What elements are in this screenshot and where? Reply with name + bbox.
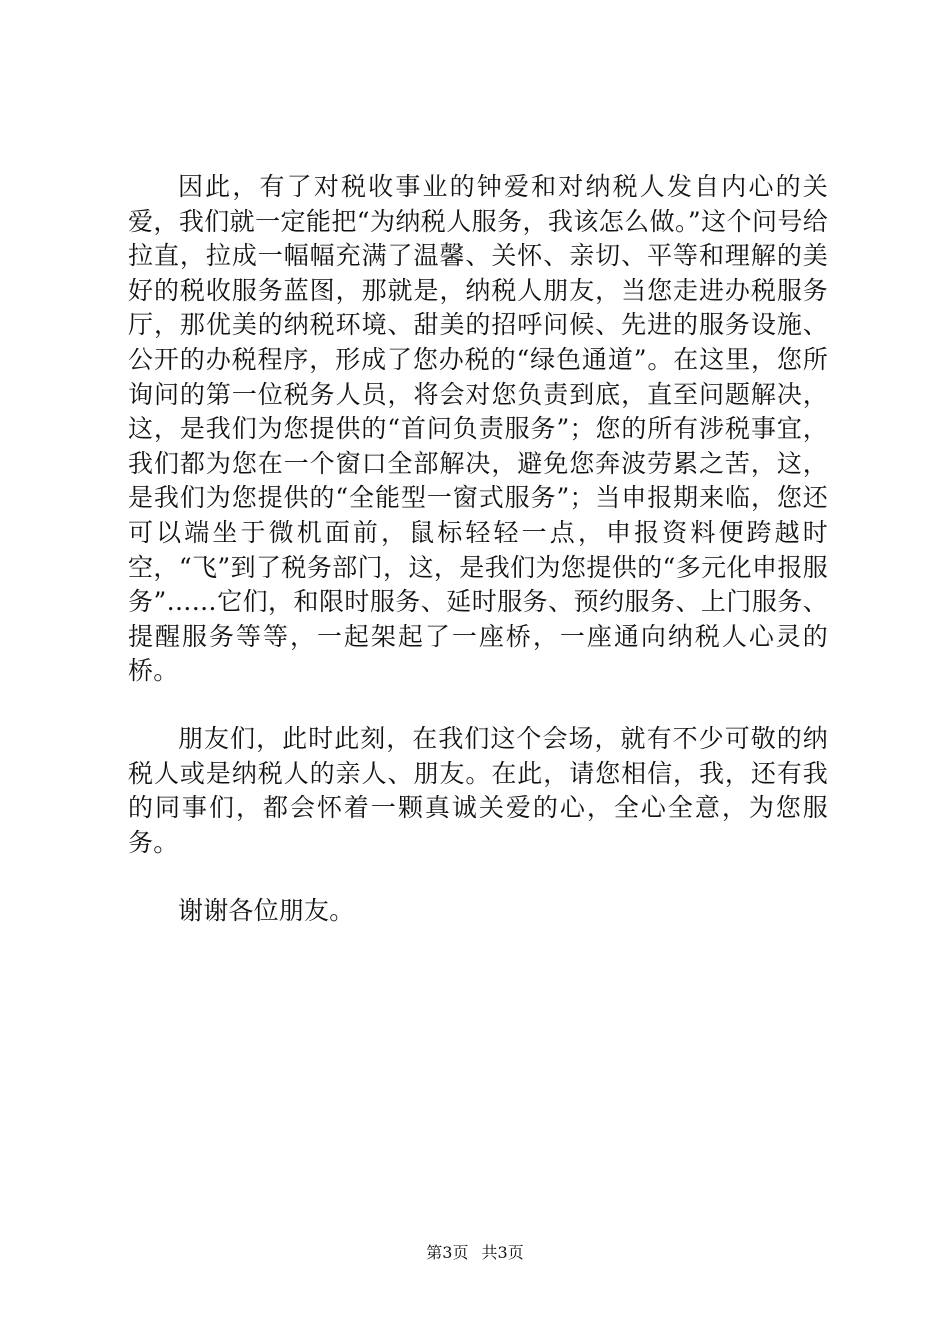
- document-body: [128, 170, 828, 929]
- paragraph-tax-service: 因此，有了对税收事业的钟爱和对纳税人发自内心的关爱，我们就一定能把“为纳税人服务，我该怎么做。”这个问号给拉直，拉成一幅幅充满了温馨、关怀、亲切、平等和理解的美好的税收服务蓝图，那就是，纳税人朋友，当您走进办税服务厅，那优美的纳税环境、甜美的招呼问候、先进的服务设施、公开的办税程序，形成了您办税的“绿色通道”。在这里，您所询问的第一位税务人员，将会对您负责到底，直至问题解决，这，是我们为您提供的“首问负责服务”；您的所有涉税事宜，我们都为您在一个窗口全部解决，避免您奔波劳累之苦，这，是我们为您提供的“全能型一窗式服务”；当申报期来临，您还可以端坐于微机面前，鼠标轻轻一点，申报资料便跨越时空，“飞”到了税务部门，这，是我们为您提供的“多元化申报服务”……它们，和限时服务、延时服务、预约服务、上门服务、提醒服务等等，一起架起了一座桥，一座通向纳税人心灵的桥。: [128, 172, 828, 686]
- page-number: 第3页: [426, 1243, 469, 1262]
- page-footer: [0, 1243, 950, 1263]
- paragraph-friends: 朋友们，此时此刻，在我们这个会场，就有不少可敬的纳税人或是纳税人的亲人、朋友。在此，请您相信，我，还有我的同事们，都会怀着一颗真诚关爱的心，全心全意，为您服务。: [128, 723, 828, 857]
- paragraph-thanks: 谢谢各位朋友。: [178, 896, 355, 926]
- page-total: 共3页: [481, 1243, 524, 1262]
